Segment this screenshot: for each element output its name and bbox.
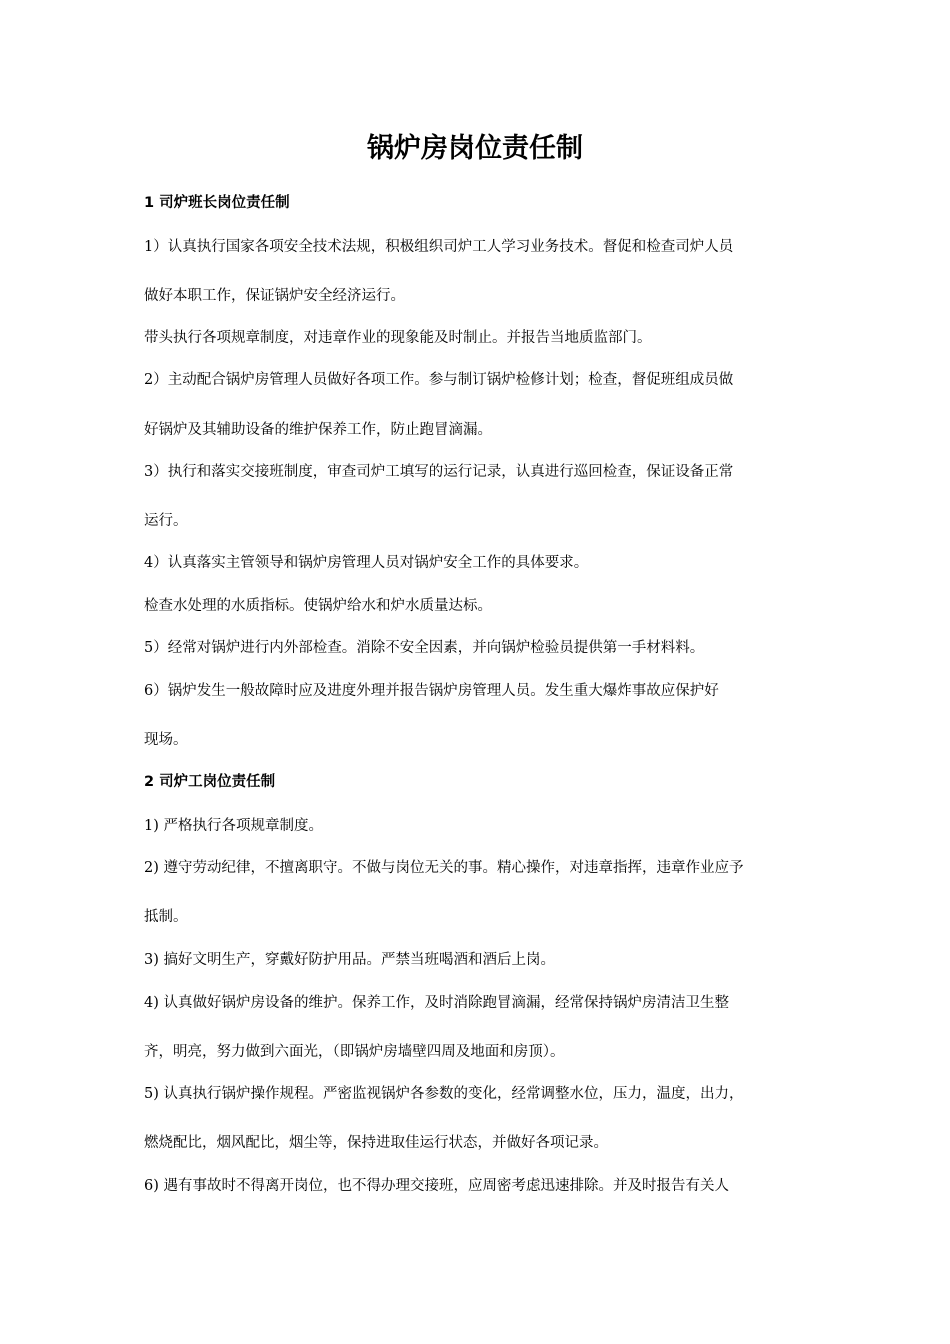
text-line: 现场。 — [144, 732, 188, 748]
text-line: 做好本职工作，保证锅炉安全经济运行。 — [144, 288, 405, 304]
text-line: 带头执行各项规章制度，对违章作业的现象能及时制止。并报告当地质监部门。 — [144, 330, 652, 346]
text-line: 2）主动配合锅炉房管理人员做好各项工作。参与制订锅炉检修计划；检查，督促班组成员做 — [144, 372, 734, 388]
text-line: 6) 遇有事故时不得离开岗位，也不得办理交接班，应周密考虑迅速排除。并及时报告有关人 — [144, 1178, 729, 1194]
text-line: 抵制。 — [144, 909, 188, 925]
text-line: 2) 遵守劳动纪律，不擅离职守。不做与岗位无关的事。精心操作，对违章指挥，违章作业应予 — [144, 860, 744, 876]
page-title: 锅炉房岗位责任制 — [367, 133, 583, 164]
section-heading-1: 1 司炉班长岗位责任制 — [144, 195, 290, 211]
text-line: 运行。 — [144, 513, 188, 529]
section-heading-2: 2 司炉工岗位责任制 — [144, 774, 276, 790]
text-line: 5）经常对锅炉进行内外部检查。消除不安全因素，并向锅炉检验员提供第一手材料料。 — [144, 640, 705, 656]
text-line: 燃烧配比，烟风配比，烟尘等，保持进取佳运行状态，并做好各项记录。 — [144, 1135, 608, 1151]
text-line: 1) 严格执行各项规章制度。 — [144, 818, 323, 834]
text-line: 3）执行和落实交接班制度，审查司炉工填写的运行记录，认真进行巡回检查，保证设备正常 — [144, 464, 734, 480]
text-line: 1）认真执行国家各项安全技术法规，积极组织司炉工人学习业务技术。督促和检查司炉人员 — [144, 239, 734, 255]
text-line: 6）锅炉发生一般故障时应及进度外理并报告锅炉房管理人员。发生重大爆炸事故应保护好 — [144, 683, 719, 699]
text-line: 3) 搞好文明生产，穿戴好防护用品。严禁当班喝酒和酒后上岗。 — [144, 952, 555, 968]
text-line: 检查水处理的水质指标。使锅炉给水和炉水质量达标。 — [144, 598, 492, 614]
text-line: 5) 认真执行锅炉操作规程。严密监视锅炉各参数的变化，经常调整水位，压力，温度，出力， — [144, 1086, 744, 1102]
text-line: 4）认真落实主管领导和锅炉房管理人员对锅炉安全工作的具体要求。 — [144, 555, 589, 571]
text-line: 齐，明亮，努力做到六面光，（即锅炉房墙壁四周及地面和房顶）。 — [144, 1044, 565, 1060]
text-line: 好锅炉及其辅助设备的维护保养工作，防止跑冒滴漏。 — [144, 422, 492, 438]
text-line: 4) 认真做好锅炉房设备的维护。保养工作，及时消除跑冒滴漏，经常保持锅炉房清洁卫生整 — [144, 995, 729, 1011]
